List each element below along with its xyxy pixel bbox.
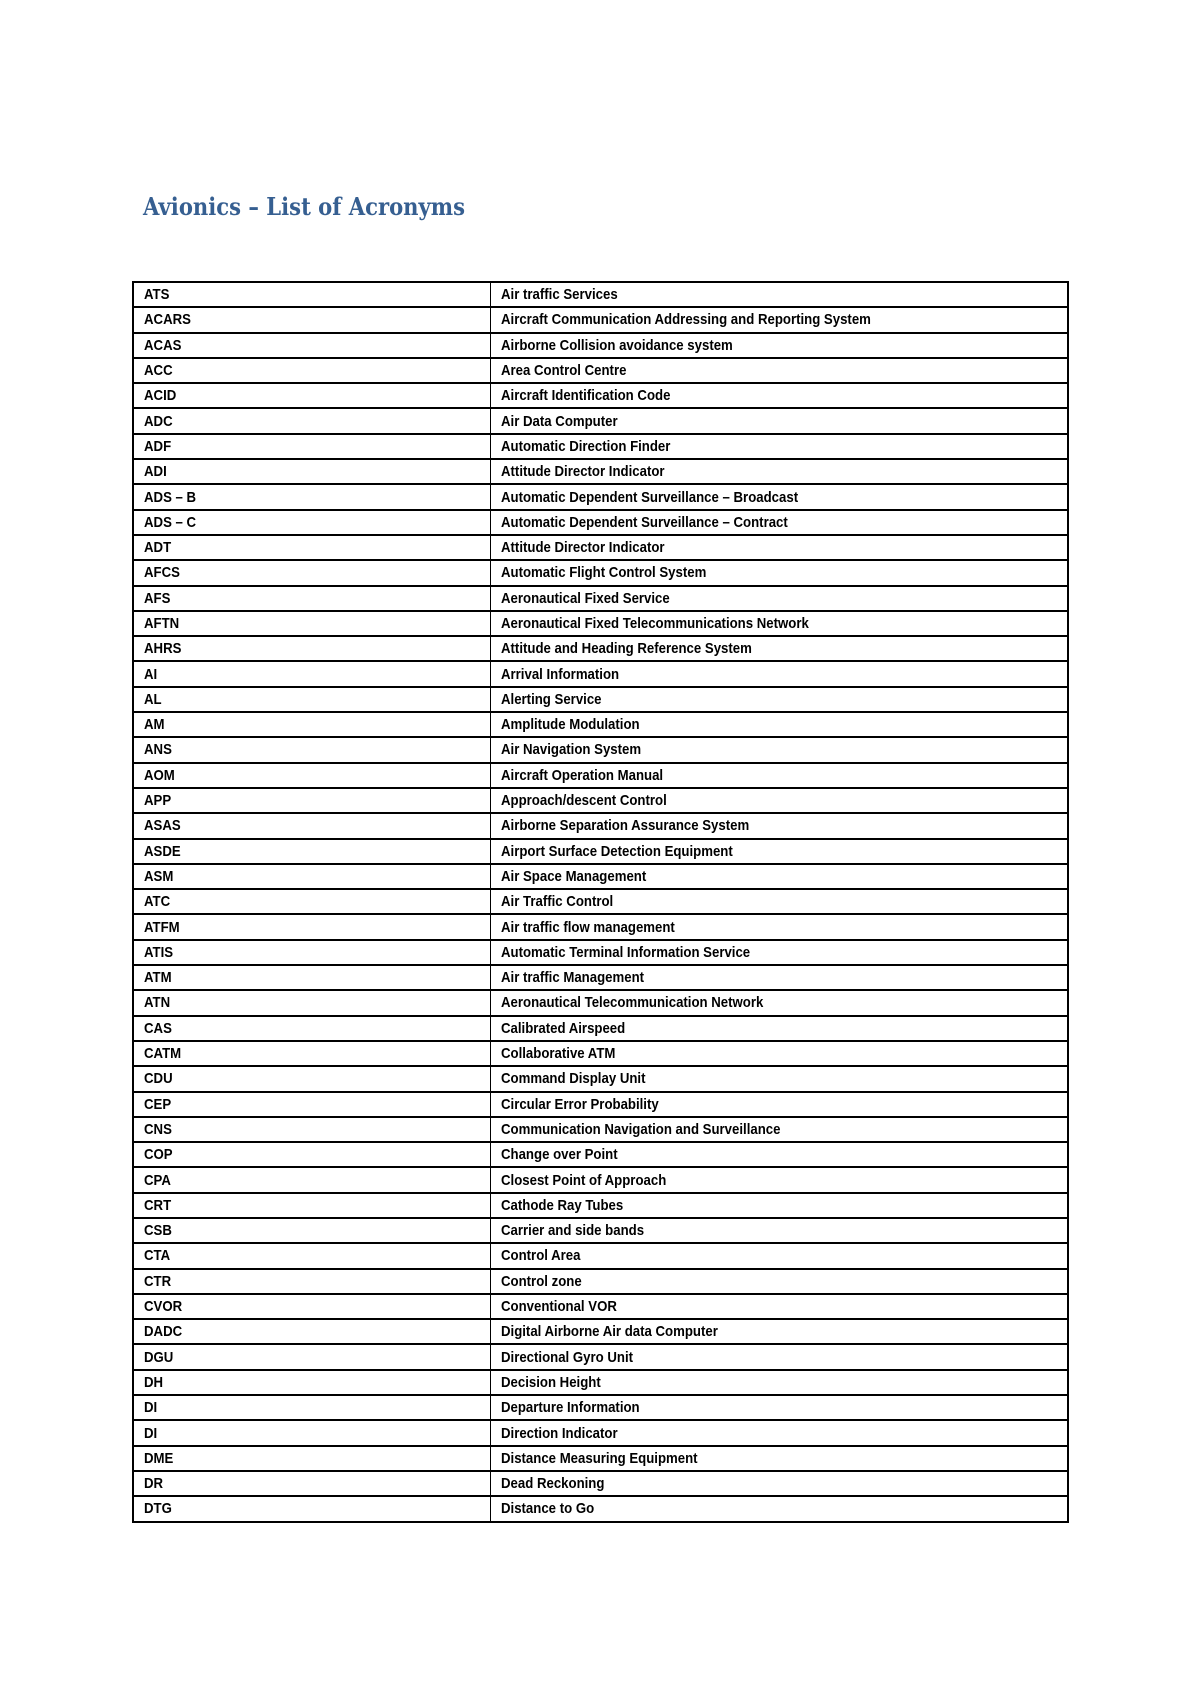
acronym-text: ADI — [144, 463, 167, 481]
definition-cell — [491, 1117, 1069, 1142]
acronym-cell — [133, 864, 491, 889]
definition-cell — [491, 560, 1069, 585]
acronym-cell — [133, 636, 491, 661]
table-row — [133, 1142, 1068, 1167]
definition-text: Collaborative ATM — [501, 1045, 616, 1063]
definition-text: Control Area — [501, 1247, 581, 1265]
definition-text: Departure Information — [501, 1399, 640, 1417]
table-row — [133, 687, 1068, 712]
definition-cell — [491, 383, 1069, 408]
definition-text: Automatic Direction Finder — [501, 437, 671, 455]
acronym-cell — [133, 1243, 491, 1268]
definition-text: Communication Navigation and Surveillance — [501, 1120, 781, 1138]
definition-text: Control zone — [501, 1272, 582, 1290]
acronym-cell — [133, 889, 491, 914]
acronym-cell — [133, 510, 491, 535]
table-row — [133, 1446, 1068, 1471]
definition-cell — [491, 1395, 1069, 1420]
table-row — [133, 408, 1068, 433]
acronym-cell — [133, 1041, 491, 1066]
table-row — [133, 763, 1068, 788]
acronym-text: DI — [144, 1424, 158, 1442]
acronym-cell — [133, 1471, 491, 1496]
acronym-text: DTG — [144, 1500, 172, 1518]
acronym-cell — [133, 586, 491, 611]
table-row — [133, 1344, 1068, 1369]
table-row — [133, 940, 1068, 965]
acronym-cell — [133, 1496, 491, 1521]
acronym-cell — [133, 661, 491, 686]
definition-cell — [491, 282, 1069, 307]
acronym-cell — [133, 1016, 491, 1041]
acronym-text: CVOR — [144, 1298, 183, 1316]
definition-cell — [491, 712, 1069, 737]
acronym-text: DR — [144, 1475, 164, 1493]
table-row — [133, 1016, 1068, 1041]
acronym-cell — [133, 1395, 491, 1420]
table-row — [133, 990, 1068, 1015]
table-row — [133, 864, 1068, 889]
definition-text: Aeronautical Fixed Telecommunications Network — [501, 615, 809, 632]
table-row — [133, 282, 1068, 307]
acronym-cell — [133, 1142, 491, 1167]
definition-cell — [491, 611, 1069, 636]
definition-text: Closest Point of Approach — [501, 1171, 667, 1189]
definition-cell — [491, 1471, 1069, 1496]
table-row — [133, 889, 1068, 914]
acronym-text: ASDE — [144, 842, 181, 860]
table-row — [133, 333, 1068, 358]
definition-text: Automatic Terminal Information Service — [501, 943, 751, 961]
table-row — [133, 560, 1068, 585]
acronym-cell — [133, 535, 491, 560]
definition-cell — [491, 1269, 1069, 1294]
acronym-cell — [133, 484, 491, 509]
table-row — [133, 636, 1068, 661]
acronym-cell — [133, 914, 491, 939]
definition-cell — [491, 940, 1069, 965]
definition-text: Distance to Go — [501, 1500, 595, 1518]
definition-cell — [491, 1167, 1069, 1192]
definition-cell — [491, 459, 1069, 484]
definition-text: Airport Surface Detection Equipment — [501, 842, 733, 860]
definition-text: Airborne Separation Assurance System — [501, 817, 750, 835]
definition-cell — [491, 307, 1069, 332]
definition-cell — [491, 990, 1069, 1015]
definition-cell — [491, 1294, 1069, 1319]
table-row — [133, 1066, 1068, 1091]
acronym-text: AI — [144, 665, 158, 683]
acronym-cell — [133, 687, 491, 712]
acronym-text: ADS – C — [144, 513, 197, 531]
acronym-text: CPA — [144, 1171, 171, 1189]
acronym-cell — [133, 1066, 491, 1091]
definition-text: Air Navigation System — [501, 741, 642, 759]
acronym-text: AFTN — [144, 615, 180, 632]
acronym-text: CATM — [144, 1045, 182, 1063]
acronym-text: AFCS — [144, 564, 180, 582]
definition-cell — [491, 788, 1069, 813]
acronym-text: ADT — [144, 539, 172, 557]
acronym-cell — [133, 1167, 491, 1192]
acronym-text: CTA — [144, 1247, 171, 1265]
acronym-cell — [133, 408, 491, 433]
table-row — [133, 712, 1068, 737]
acronym-text: AHRS — [144, 640, 182, 658]
acronym-text: AM — [144, 716, 165, 734]
table-row — [133, 459, 1068, 484]
definition-cell — [491, 1041, 1069, 1066]
definition-cell — [491, 1370, 1069, 1395]
acronym-cell — [133, 358, 491, 383]
acronym-text: DGU — [144, 1348, 174, 1366]
acronym-text: AOM — [144, 766, 175, 784]
acronym-table — [132, 281, 1069, 1523]
definition-text: Aircraft Identification Code — [501, 387, 671, 405]
definition-text: Aircraft Communication Addressing and Reporting System — [501, 311, 871, 329]
definition-text: Air traffic Management — [501, 969, 645, 987]
acronym-text: DME — [144, 1449, 174, 1467]
acronym-cell — [133, 965, 491, 990]
acronym-cell — [133, 459, 491, 484]
definition-cell — [491, 358, 1069, 383]
table-row — [133, 1218, 1068, 1243]
acronym-text: ATS — [144, 286, 170, 304]
definition-cell — [491, 1218, 1069, 1243]
table-row — [133, 914, 1068, 939]
definition-text: Air Space Management — [501, 867, 647, 885]
acronym-text: ADC — [144, 412, 173, 430]
acronym-text: DADC — [144, 1323, 183, 1341]
table-row — [133, 1041, 1068, 1066]
table-row — [133, 484, 1068, 509]
acronym-text: CDU — [144, 1070, 173, 1088]
definition-cell — [491, 687, 1069, 712]
acronym-text: COP — [144, 1146, 173, 1164]
acronym-text: DI — [144, 1399, 158, 1417]
table-row — [133, 1243, 1068, 1268]
definition-text: Circular Error Probability — [501, 1095, 659, 1113]
definition-cell — [491, 1420, 1069, 1445]
acronym-text: ATC — [144, 893, 171, 911]
acronym-cell — [133, 1344, 491, 1369]
definition-cell — [491, 636, 1069, 661]
acronym-text: ACARS — [144, 311, 191, 329]
table-row — [133, 510, 1068, 535]
table-row — [133, 1395, 1068, 1420]
acronym-text: ACC — [144, 362, 173, 380]
definition-cell — [491, 1344, 1069, 1369]
acronym-cell — [133, 940, 491, 965]
acronym-cell — [133, 990, 491, 1015]
acronym-text: DH — [144, 1373, 164, 1391]
definition-cell — [491, 1243, 1069, 1268]
definition-text: Airborne Collision avoidance system — [501, 336, 733, 354]
acronym-text: CRT — [144, 1196, 172, 1214]
definition-text: Calibrated Airspeed — [501, 1019, 626, 1037]
definition-text: Area Control Centre — [501, 362, 627, 380]
acronym-text: ATM — [144, 969, 172, 987]
acronym-text: AL — [144, 690, 162, 708]
acronym-cell — [133, 1218, 491, 1243]
acronym-text: CAS — [144, 1019, 172, 1037]
acronym-text: CSB — [144, 1222, 172, 1240]
definition-text: Decision Height — [501, 1373, 601, 1391]
acronym-text: ATN — [144, 994, 171, 1012]
acronym-text: ANS — [144, 741, 172, 759]
definition-cell — [491, 408, 1069, 433]
definition-cell — [491, 1066, 1069, 1091]
acronym-cell — [133, 839, 491, 864]
acronym-text: ADS – B — [144, 488, 197, 506]
definition-text: Air traffic Services — [501, 286, 618, 304]
definition-cell — [491, 889, 1069, 914]
table-row — [133, 965, 1068, 990]
table-row — [133, 1420, 1068, 1445]
acronym-cell — [133, 813, 491, 838]
table-row — [133, 813, 1068, 838]
table-row — [133, 661, 1068, 686]
definition-text: Arrival Information — [501, 665, 620, 683]
definition-text: Amplitude Modulation — [501, 716, 640, 734]
table-row — [133, 1092, 1068, 1117]
acronym-text: CEP — [144, 1095, 172, 1113]
definition-text: Approach/descent Control — [501, 792, 667, 810]
acronym-cell — [133, 763, 491, 788]
table-row — [133, 1496, 1068, 1521]
acronym-cell — [133, 1294, 491, 1319]
definition-text: Attitude Director Indicator — [501, 539, 665, 557]
definition-cell — [491, 1092, 1069, 1117]
definition-text: Automatic Flight Control System — [501, 564, 707, 582]
acronym-cell — [133, 1269, 491, 1294]
definition-cell — [491, 763, 1069, 788]
acronym-cell — [133, 560, 491, 585]
definition-cell — [491, 1016, 1069, 1041]
acronym-text: ATIS — [144, 943, 174, 961]
definition-cell — [491, 510, 1069, 535]
acronym-text: ATFM — [144, 918, 180, 936]
definition-text: Attitude Director Indicator — [501, 463, 665, 481]
acronym-cell — [133, 282, 491, 307]
table-row — [133, 1471, 1068, 1496]
definition-cell — [491, 1446, 1069, 1471]
acronym-cell — [133, 1319, 491, 1344]
acronym-cell — [133, 1446, 491, 1471]
acronym-cell — [133, 737, 491, 762]
acronym-cell — [133, 333, 491, 358]
table-row — [133, 788, 1068, 813]
definition-cell — [491, 965, 1069, 990]
acronym-cell — [133, 788, 491, 813]
acronym-cell — [133, 712, 491, 737]
acronym-cell — [133, 1092, 491, 1117]
definition-text: Distance Measuring Equipment — [501, 1449, 698, 1467]
definition-cell — [491, 586, 1069, 611]
definition-cell — [491, 914, 1069, 939]
acronym-cell — [133, 1117, 491, 1142]
definition-cell — [491, 333, 1069, 358]
definition-text: Carrier and side bands — [501, 1222, 645, 1240]
definition-cell — [491, 484, 1069, 509]
definition-text: Aeronautical Telecommunication Network — [501, 994, 764, 1012]
definition-text: Dead Reckoning — [501, 1475, 605, 1493]
table-row — [133, 1294, 1068, 1319]
definition-cell — [491, 661, 1069, 686]
table-row — [133, 307, 1068, 332]
table-row — [133, 737, 1068, 762]
table-row — [133, 535, 1068, 560]
table-row — [133, 1269, 1068, 1294]
acronym-cell — [133, 1370, 491, 1395]
definition-text: Air Data Computer — [501, 412, 618, 430]
table-row — [133, 611, 1068, 636]
acronym-text: CTR — [144, 1272, 172, 1290]
definition-cell — [491, 813, 1069, 838]
acronym-text: CNS — [144, 1120, 172, 1138]
acronym-cell — [133, 434, 491, 459]
acronym-text: ACAS — [144, 336, 182, 354]
definition-text: Automatic Dependent Surveillance – Broadcast — [501, 488, 799, 506]
definition-text: Change over Point — [501, 1146, 618, 1164]
table-row — [133, 434, 1068, 459]
definition-text: Air traffic flow management — [501, 918, 675, 936]
definition-text: Alerting Service — [501, 690, 602, 708]
definition-cell — [491, 535, 1069, 560]
acronym-cell — [133, 611, 491, 636]
acronym-cell — [133, 307, 491, 332]
definition-text: Aircraft Operation Manual — [501, 766, 664, 784]
acronym-text: APP — [144, 792, 172, 810]
acronym-cell — [133, 383, 491, 408]
definition-cell — [491, 1142, 1069, 1167]
acronym-cell — [133, 1420, 491, 1445]
table-row — [133, 358, 1068, 383]
table-row — [133, 1167, 1068, 1192]
table-row — [133, 586, 1068, 611]
definition-text: Automatic Dependent Surveillance – Contract — [501, 513, 788, 531]
definition-text: Direction Indicator — [501, 1424, 618, 1442]
definition-text: Air Traffic Control — [501, 893, 614, 911]
definition-text: Cathode Ray Tubes — [501, 1196, 624, 1214]
table-row — [133, 383, 1068, 408]
table-row — [133, 1370, 1068, 1395]
definition-text: Aeronautical Fixed Service — [501, 589, 670, 607]
definition-text: Digital Airborne Air data Computer — [501, 1323, 718, 1341]
page-title: Avionics – List of Acronyms — [143, 192, 466, 221]
table-row — [133, 1117, 1068, 1142]
definition-text: Command Display Unit — [501, 1070, 646, 1088]
acronym-text: AFS — [144, 589, 171, 607]
definition-text: Directional Gyro Unit — [501, 1348, 634, 1366]
acronym-cell — [133, 1193, 491, 1218]
definition-cell — [491, 1193, 1069, 1218]
table-row — [133, 1193, 1068, 1218]
definition-cell — [491, 737, 1069, 762]
acronym-text: ASAS — [144, 817, 181, 835]
table-row — [133, 1319, 1068, 1344]
definition-text: Attitude and Heading Reference System — [501, 640, 752, 658]
definition-cell — [491, 839, 1069, 864]
definition-text: Conventional VOR — [501, 1298, 617, 1316]
acronym-text: ASM — [144, 867, 174, 885]
table-row — [133, 839, 1068, 864]
definition-cell — [491, 434, 1069, 459]
definition-cell — [491, 1496, 1069, 1521]
definition-cell — [491, 864, 1069, 889]
definition-cell — [491, 1319, 1069, 1344]
acronym-text: ACID — [144, 387, 177, 405]
acronym-text: ADF — [144, 437, 172, 455]
